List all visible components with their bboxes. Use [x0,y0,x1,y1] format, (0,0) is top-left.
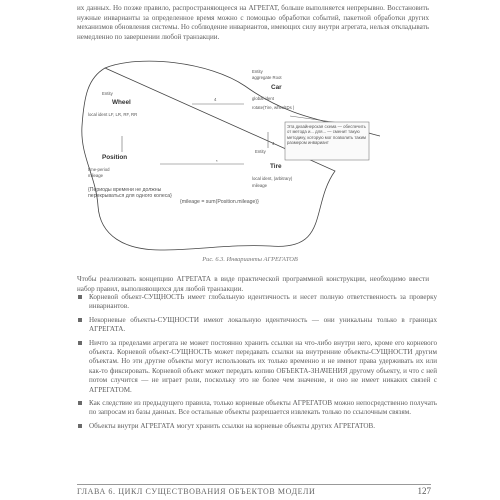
rule-text: Объекты внутри АГРЕГАТА могут хранить ссылки на корневые объекты других АГРЕГАТОВ. [89,421,375,430]
rule-text: Корневой объект-СУЩНОСТЬ имеет глобальную идентичность и несет полную ответственность за проверку инвариантов. [89,293,437,311]
period-constraint-note: {Периоды времени не должны перекрываться для одного колеса} [88,187,172,200]
mileage-constraint-note: {mileage = sum(Position.mileage)} [180,199,259,205]
rule-item [77,316,437,335]
bullet-icon [78,424,82,428]
car-stereotype: Entity [252,69,263,74]
wheel-attr: local ident LF, LR, RF, RR [88,112,138,117]
rule-item [77,422,437,431]
car-attr-1: global ident [252,96,274,101]
car-attr-2: rotate(Tire, wheelIDs ) [252,105,295,110]
tire-stereotype: Entity [255,149,266,154]
wheel-name: Wheel [112,99,131,106]
tire-attr-2: mileage [252,183,268,188]
tire-car-multiplicity: 4 [272,141,275,146]
position-multiplicity: * [216,159,218,164]
car-note: aggregate Root [252,75,282,80]
position-attr-1: time-period [88,167,110,172]
page-footer [77,484,431,497]
aggregate-diagram [80,56,380,251]
intro-paragraph: Чтобы реализовать концепцию АГРЕГАТА в виде практической программной конструкции, необходимо ввести набор правил, выполняющихся для любой транзакции. [77,275,429,293]
wheel-stereotype: Entity [102,91,113,96]
rule-text: Некорневые объекты-СУЩНОСТИ имеют локальную идентичность — они уникальны только в границах АГРЕГАТА. [89,315,437,334]
rule-text: Ничто за пределами агрегата не может постоянно хранить ссылки на что-либо внутри него, кроме его корневого объекта. Корневой объект-СУЩНОСТЬ может передавать ссылки на внутренние объекты-СУЩНОСТИ другим объектам. Но эти другие объекты могут использовать их только временно и не имеют права удерживать их или как-то фиксировать. Корневой объект может передать копию ОБЪЕКТА-ЗНАЧЕНИЯ другому объекту, и что с ней потом случится — не играет роли, поскольку это не более чем значение, и оно не имеет никаких связей с АГРЕГАТОМ. [89,338,437,394]
car-name: Car [271,84,282,91]
footer-chapter-title: ГЛАВА 6. ЦИКЛ СУЩЕСТВОВАНИЯ ОБЪЕКТОВ МОДЕЛИ [77,487,316,496]
bullet-icon [78,318,82,322]
tire-name: Tire [270,163,282,170]
rule-item [77,399,437,418]
position-name: Position [102,154,128,161]
design-note: Эта дизайнерская схема — обеспечить от метода и... для... — сменит такую методику, которую мог позволить таким размером инвариант [287,124,366,146]
page-number: 127 [417,486,431,496]
figure-caption: Рис. 6.3. Инварианты АГРЕГАТОВ [202,256,298,263]
rule-text: Как следствие из предыдущего правила, только корневые объекты АГРЕГАТОВ можно непосредственно получать по запросам из базы данных. Все остальные объекты разрешается извлекать только по ссылочным связям. [89,399,437,417]
rule-item [77,293,437,312]
top-paragraph: их данных. Но позже правило, распространяющееся на АГРЕГАТ, больше выполняется непрерывно. Восстановить нужные инварианты за определенное время можно с помощью обработки событий, пакетной обработки других механизмов обновления системы. Но соблюдение инвариантов, имеющих силу внутри агрегата, нельзя откладывать немедленно по завершении любой транзакции. [77,4,429,41]
bullet-icon [78,295,82,299]
rules-list [77,293,437,435]
rule-item [77,339,437,395]
tire-attr-1: local ident, (arbitrary) [252,176,293,181]
bullet-icon [78,401,82,405]
wheel-car-multiplicity: 4 [214,97,217,102]
position-attr-2: mileage [88,173,104,178]
bullet-icon [78,341,82,345]
